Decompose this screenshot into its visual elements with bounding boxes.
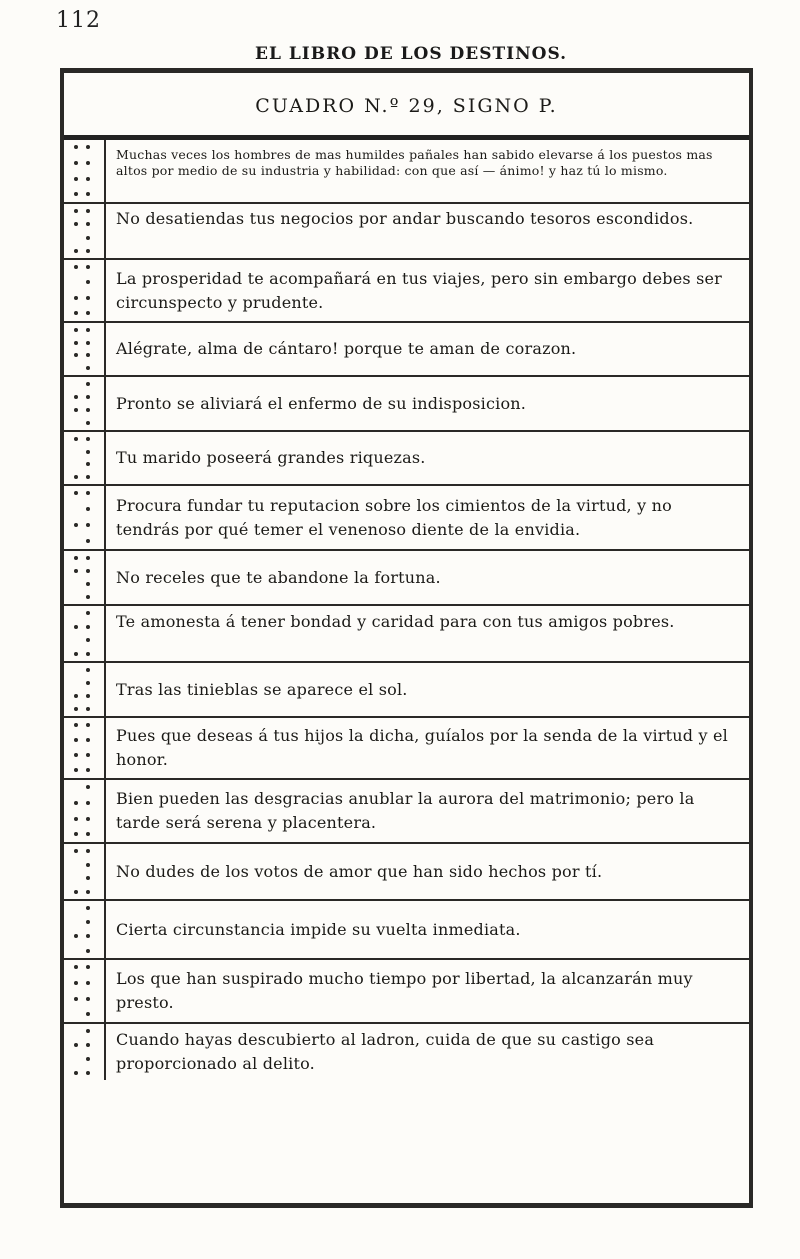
dot-mark xyxy=(74,161,78,165)
answer-row xyxy=(64,663,749,718)
dot-mark xyxy=(86,408,90,412)
dot-mark xyxy=(86,341,90,345)
geomancy-dots xyxy=(64,486,106,549)
dot-mark xyxy=(86,382,90,386)
answer-text: Cuando hayas descubierto al ladron, cuida de que su castigo sea proporcionado al delito. xyxy=(116,1030,655,1073)
dot-mark xyxy=(86,328,90,332)
dot-mark xyxy=(86,296,90,300)
answer-text: No desatiendas tus negocios por andar buscando tesoros escondidos. xyxy=(116,209,694,228)
dot-mark xyxy=(86,569,90,573)
page-number: 112 xyxy=(56,8,101,33)
answer-text: Te amonesta á tener bondad y caridad para con tus amigos pobres. xyxy=(116,611,675,631)
answer-text: Tu marido poseerá grandes riquezas. xyxy=(116,448,426,467)
dot-mark xyxy=(86,785,90,789)
answer-text: Muchas veces los hombres de mas humildes pañales han sabido elevarse á los puestos mas altos por medio de su industria y habilidad: con que así — ánimo! y haz tú lo mismo. xyxy=(116,147,713,178)
dot-mark xyxy=(86,236,90,240)
dot-mark xyxy=(86,965,90,969)
answer-row xyxy=(64,960,749,1024)
geomancy-dots xyxy=(64,901,106,958)
answer-text: Cierta circunstancia impide su vuelta inmediata. xyxy=(116,919,521,939)
answer-text: Procura fundar tu reputacion sobre los cimientos de la virtud, y no tendrás por qué temer el venenoso diente de la envidia. xyxy=(116,495,672,539)
answer-text: Tras las tinieblas se aparece el sol. xyxy=(116,679,408,699)
running-head: EL LIBRO DE LOS DESTINOS. xyxy=(255,44,568,64)
dot-mark xyxy=(86,582,90,586)
geomancy-dots xyxy=(64,323,106,375)
dot-mark xyxy=(86,890,90,894)
answer-text: Bien pueden las desgracias anublar la aurora del matrimonio; pero la tarde será serena y placentera. xyxy=(116,789,695,832)
geomancy-dots xyxy=(64,606,106,661)
answer-row xyxy=(64,780,749,844)
dot-mark xyxy=(74,209,78,213)
answer-row xyxy=(64,486,749,551)
dot-mark xyxy=(86,222,90,226)
geomancy-dots xyxy=(64,204,106,258)
dot-mark xyxy=(74,395,78,399)
dot-mark xyxy=(86,801,90,805)
dot-mark xyxy=(86,1029,90,1033)
answer-text: Los que han suspirado mucho tiempo por libertad, la alcanzarán muy presto. xyxy=(116,969,693,1012)
dot-mark xyxy=(86,280,90,284)
dot-mark xyxy=(86,366,90,370)
dot-mark xyxy=(74,569,78,573)
dot-mark xyxy=(86,920,90,924)
dot-mark xyxy=(74,817,78,821)
dot-mark xyxy=(86,595,90,599)
geomancy-dots xyxy=(64,140,106,202)
dot-mark xyxy=(74,723,78,727)
geomancy-dots xyxy=(64,663,106,716)
geomancy-dots xyxy=(64,432,106,484)
dot-mark xyxy=(86,768,90,772)
dot-mark xyxy=(74,890,78,894)
dot-mark xyxy=(74,145,78,149)
dot-mark xyxy=(74,1043,78,1047)
geomancy-dots xyxy=(64,260,106,321)
dot-mark xyxy=(86,177,90,181)
dot-mark xyxy=(86,1071,90,1075)
dot-mark xyxy=(74,707,78,711)
dot-mark xyxy=(74,832,78,836)
dot-mark xyxy=(74,437,78,441)
answer-row xyxy=(64,551,749,606)
geomancy-dots xyxy=(64,960,106,1022)
answer-row xyxy=(64,204,749,260)
dot-mark xyxy=(74,753,78,757)
dot-mark xyxy=(86,1043,90,1047)
answer-row xyxy=(64,432,749,486)
dot-mark xyxy=(74,177,78,181)
dot-mark xyxy=(74,341,78,345)
geomancy-dots xyxy=(64,377,106,430)
dot-mark xyxy=(74,222,78,226)
answer-row xyxy=(64,901,749,960)
dot-mark xyxy=(74,192,78,196)
dot-mark xyxy=(74,523,78,527)
dot-mark xyxy=(74,491,78,495)
dot-mark xyxy=(74,965,78,969)
dot-mark xyxy=(74,981,78,985)
geomancy-dots xyxy=(64,780,106,842)
answer-row xyxy=(64,377,749,432)
answer-text: Pronto se aliviará el enfermo de su indisposicion. xyxy=(116,393,527,413)
answer-row xyxy=(64,260,749,323)
dot-mark xyxy=(74,408,78,412)
geomancy-dots xyxy=(64,1024,106,1080)
dot-mark xyxy=(86,668,90,672)
answer-row xyxy=(64,140,749,204)
answer-text: Pues que deseas á tus hijos la dicha, guíalos por la senda de la virtud y el honor. xyxy=(116,726,728,769)
geomancy-dots xyxy=(64,844,106,899)
answer-row xyxy=(64,1024,749,1080)
dot-mark xyxy=(86,311,90,315)
dot-mark xyxy=(74,556,78,560)
dot-mark xyxy=(86,556,90,560)
dot-mark xyxy=(74,1071,78,1075)
dot-mark xyxy=(86,949,90,953)
dot-mark xyxy=(74,249,78,253)
dot-mark xyxy=(74,311,78,315)
dot-mark xyxy=(74,652,78,656)
dot-mark xyxy=(74,738,78,742)
dot-mark xyxy=(86,265,90,269)
dot-mark xyxy=(86,353,90,357)
dot-mark xyxy=(74,997,78,1001)
dot-mark xyxy=(86,209,90,213)
dot-mark xyxy=(86,249,90,253)
dot-mark xyxy=(86,681,90,685)
dot-mark xyxy=(86,161,90,165)
dot-mark xyxy=(86,625,90,629)
dot-mark xyxy=(86,934,90,938)
dot-mark xyxy=(86,638,90,642)
dot-mark xyxy=(74,694,78,698)
dot-mark xyxy=(86,876,90,880)
dot-mark xyxy=(86,1057,90,1061)
dot-mark xyxy=(86,694,90,698)
dot-mark xyxy=(86,145,90,149)
answer-text: No dudes de los votos de amor que han sido hechos por tí. xyxy=(116,861,603,881)
dot-mark xyxy=(74,328,78,332)
dot-mark xyxy=(86,507,90,511)
dot-mark xyxy=(86,906,90,910)
dot-mark xyxy=(86,462,90,466)
oracle-table xyxy=(60,68,753,1208)
dot-mark xyxy=(86,753,90,757)
dot-mark xyxy=(86,997,90,1001)
dot-mark xyxy=(86,863,90,867)
dot-mark xyxy=(74,353,78,357)
dot-mark xyxy=(74,849,78,853)
dot-mark xyxy=(86,192,90,196)
dot-mark xyxy=(86,450,90,454)
dot-mark xyxy=(86,981,90,985)
dot-mark xyxy=(74,265,78,269)
dot-mark xyxy=(86,611,90,615)
answer-row xyxy=(64,323,749,377)
dot-mark xyxy=(86,1012,90,1016)
dot-mark xyxy=(74,475,78,479)
dot-mark xyxy=(86,421,90,425)
dot-mark xyxy=(86,849,90,853)
answer-row xyxy=(64,844,749,901)
geomancy-dots xyxy=(64,551,106,604)
dot-mark xyxy=(86,707,90,711)
dot-mark xyxy=(86,395,90,399)
answer-row xyxy=(64,606,749,663)
dot-mark xyxy=(74,801,78,805)
dot-mark xyxy=(86,652,90,656)
dot-mark xyxy=(86,738,90,742)
answer-text: La prosperidad te acompañará en tus viajes, pero sin embargo debes ser circunspecto y prudente. xyxy=(116,268,723,312)
dot-mark xyxy=(86,817,90,821)
answer-text: No receles que te abandone la fortuna. xyxy=(116,567,441,587)
dot-mark xyxy=(74,625,78,629)
dot-mark xyxy=(74,296,78,300)
dot-mark xyxy=(86,539,90,543)
answer-text: Alégrate, alma de cántaro! porque te aman de corazon. xyxy=(116,339,577,358)
dot-mark xyxy=(86,475,90,479)
answer-row xyxy=(64,718,749,780)
dot-mark xyxy=(86,491,90,495)
geomancy-dots xyxy=(64,718,106,778)
dot-mark xyxy=(86,437,90,441)
dot-mark xyxy=(86,523,90,527)
answer-rows xyxy=(64,140,749,1203)
table-title: CUADRO N.º 29, SIGNO P. xyxy=(255,95,558,117)
dot-mark xyxy=(74,934,78,938)
dot-mark xyxy=(86,723,90,727)
dot-mark xyxy=(74,768,78,772)
dot-mark xyxy=(86,832,90,836)
